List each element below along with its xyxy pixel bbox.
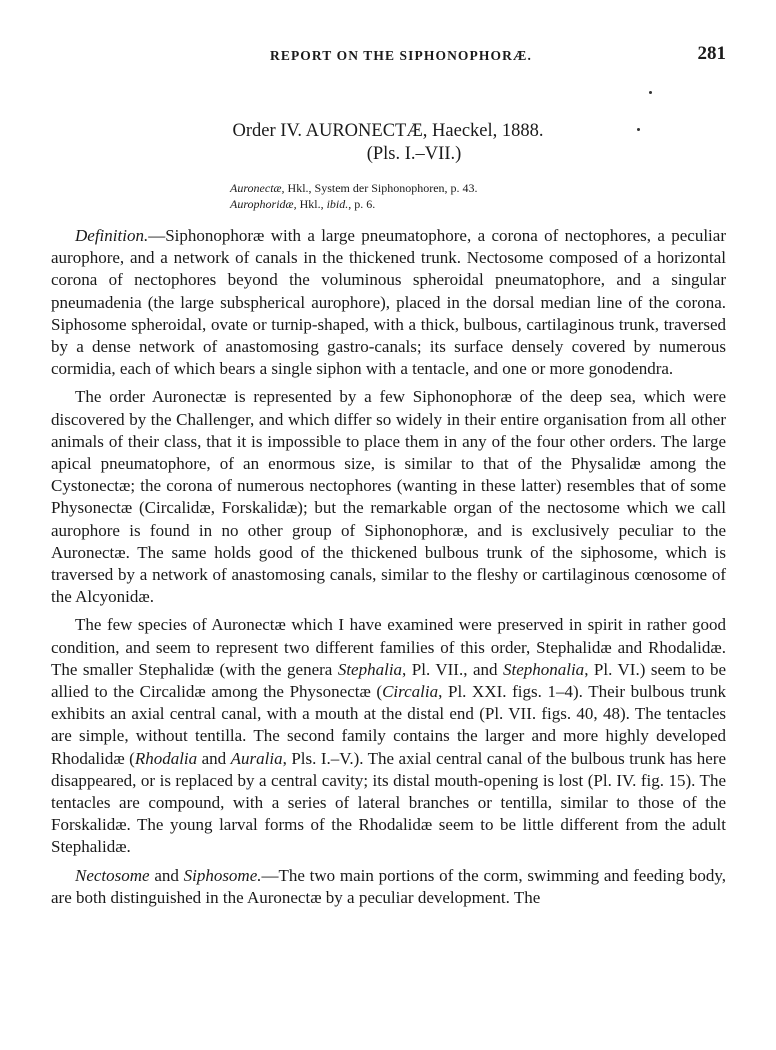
synonym-name: Auronectæ,	[230, 181, 285, 195]
genus-name: Circalia	[382, 682, 439, 702]
synonym-entry	[230, 196, 478, 212]
paragraph-text: , Pls. I.–V.). The axial central canal of the bulbous trunk has here disappeared, or is replaced by a central cavity; its distal mouth-opening is lost (Pl. IV. fig. 15). The tentacles are compound, with a series of lateral branches or tentilla, similar to those of the Forskalidæ. The young larval forms of the Rhodalidæ seem to be little different from the adult Stephalidæ.	[51, 748, 726, 857]
order-heading	[0, 120, 776, 166]
synonym-citation-tail: , p. 6.	[348, 197, 376, 211]
paragraph-nectosome-siphosome	[51, 865, 726, 909]
order-heading-line1: Order IV. AURONECTÆ, Haeckel, 1888.	[232, 121, 544, 141]
synonym-citation: Hkl.,	[296, 197, 327, 211]
synonym-ibid: ibid.	[326, 197, 349, 211]
running-header	[76, 43, 726, 67]
print-speck	[649, 91, 652, 94]
paragraph-families	[51, 614, 726, 858]
genus-name: Stephalia	[337, 659, 403, 679]
paragraph-text: and	[197, 748, 231, 768]
paragraph-text: —Siphonophoræ with a large pneumatophore, a corona of nectophores, a peculiar aurophore, and a network of canals in the thickened trunk. Nectosome composed of a horizontal corona of nectophores beyond the voluminous spheroidal pneumatophore, and a singular pneumadenia (the large subspherical aurophore), placed in the dorsal median line of the corona. Siphosome spheroidal, ovate or turnip-shaped, with a thick, bulbous, cartilaginous trunk, traversed by a dense network of anastomosing gastro-canals; its surface densely covered by numerous cormidia, each of which bears a single siphon with a tentacle, and one or more gonodendra.	[51, 226, 726, 379]
genus-name: Rhodalia	[134, 748, 198, 768]
paragraph-text: —The two main portions of the corm, swimming and feeding body, are both distinguished in the Auronectæ by a peculiar development. The	[51, 865, 726, 907]
synonym-entry	[230, 180, 478, 196]
paragraph-lead: Siphosome.	[183, 865, 262, 885]
paragraph-definition	[51, 225, 726, 380]
page-number: 281	[697, 43, 726, 64]
synonymy-list	[230, 180, 478, 212]
paragraph-text: , Pl. XXI. figs. 1–4). Their bulbous trunk exhibits an axial central canal, with a mouth at the distal end (Pl. VII. figs. 40, 48). The tentacles are simple, without tentilla. The second family contains the larger and more highly developed Rhodalidæ (	[51, 682, 726, 768]
paragraph-order-overview	[51, 386, 726, 608]
order-heading-plates: (Pls. I.–VII.)	[366, 144, 462, 164]
paragraph-text: The few species of Auronectæ which I have examined were preserved in spirit in rather good condition, and seem to represent two different families of this order, Stephalidæ and Rhodalidæ. The smaller Stephalidæ (with the genera	[51, 615, 726, 679]
paragraph-text: , Pl. VI.) seem to be allied to the Circalidæ among the Physonectæ (	[51, 659, 726, 702]
paragraph-lead: Definition.	[75, 226, 149, 245]
genus-name: Auralia	[230, 748, 283, 768]
synonym-citation: Hkl., System der Siphonophoren, p. 43.	[284, 181, 478, 195]
synonym-name: Aurophoridæ,	[230, 197, 297, 211]
paragraph-text: and	[149, 865, 184, 885]
paragraph-text: The order Auronectæ is represented by a few Siphonophoræ of the deep sea, which were discovered by the Challenger, and which differ so widely in their entire organisation from all other animals of their class, that it is impossible to place them in any of the four other orders. The large apical pneumatophore, of an enormous size, is similar to that of the Physalidæ among the Cystonectæ; the corona of numerous nectophores (wanting in these latter) resembles that of some Physonectæ (Circalidæ, Forskalidæ); but the remarkable organ of the nectosome which we call aurophore is found in no other group of Siphonophoræ, and is exclusively peculiar to the Auronectæ. The same holds good of the thickened bulbous trunk of the siphosome, which is traversed by a network of anastomosing canals, similar to the fleshy or cartilaginous cœnosome of the Alcyonidæ.	[51, 387, 726, 607]
running-title: REPORT ON THE SIPHONOPHORÆ.	[269, 48, 532, 63]
body-text	[51, 225, 726, 915]
paragraph-text: , Pl. VII., and	[402, 659, 503, 679]
paragraph-lead: Nectosome	[75, 865, 150, 885]
genus-name: Stephonalia	[502, 659, 585, 679]
